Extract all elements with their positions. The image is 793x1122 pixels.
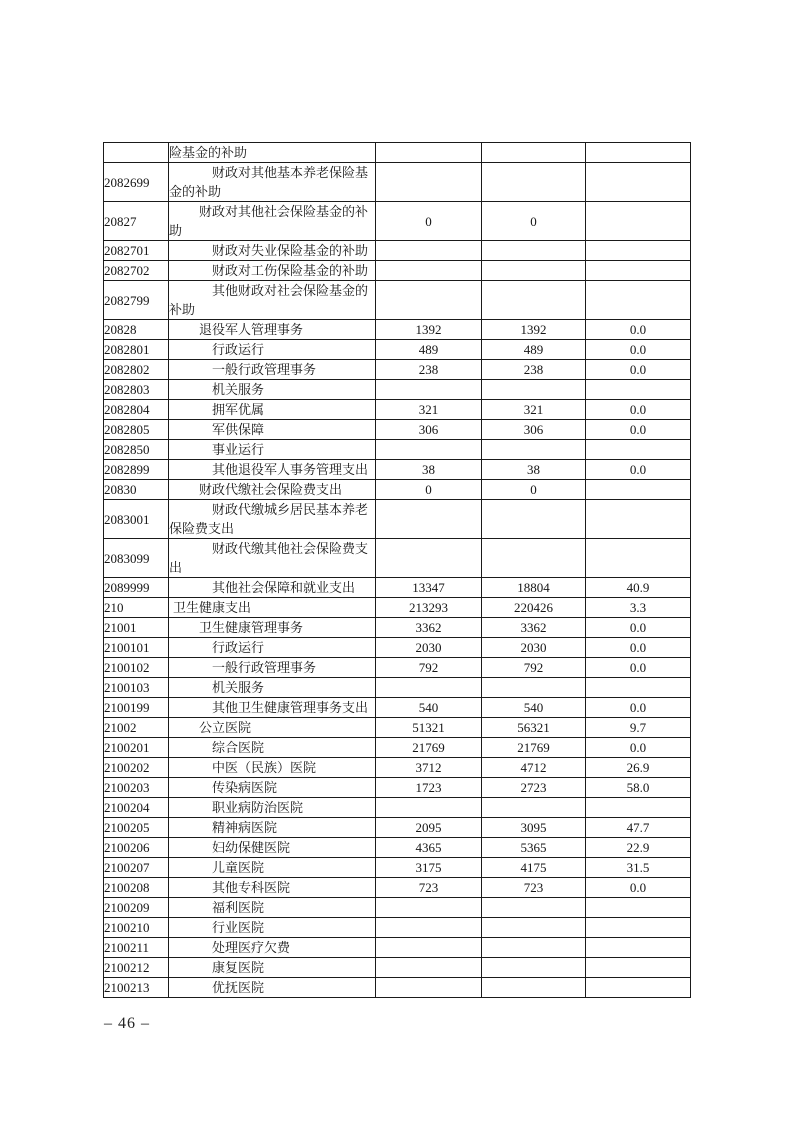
budget-figure-cell: 306 [376,420,482,440]
budget-figure-cell: 2030 [376,638,482,658]
item-name-cell: 军供保障 [169,420,376,440]
item-name-cell: 卫生健康管理事务 [169,618,376,638]
budget-figure-cell: 21769 [376,738,482,758]
adjusted-figure-cell [482,241,586,261]
adjusted-figure-cell [482,678,586,698]
table-row [104,202,691,241]
budget-figure-cell: 51321 [376,718,482,738]
adjusted-figure-cell [482,978,586,998]
code-cell: 2082699 [104,163,169,202]
change-rate-cell [586,978,691,998]
code-cell: 21001 [104,618,169,638]
page-number: – 46 – [104,1015,150,1032]
budget-figure-cell: 13347 [376,578,482,598]
code-cell: 2082805 [104,420,169,440]
adjusted-figure-cell: 4175 [482,858,586,878]
budget-figure-cell [376,958,482,978]
item-name-cell: 行政运行 [169,340,376,360]
code-cell: 2082799 [104,281,169,320]
budget-figure-cell: 0 [376,480,482,500]
adjusted-figure-cell [482,440,586,460]
item-name-cell: 康复医院 [169,958,376,978]
code-cell: 2100103 [104,678,169,698]
adjusted-figure-cell: 321 [482,400,586,420]
table-row [104,778,691,798]
adjusted-figure-cell: 0 [482,480,586,500]
budget-table [103,142,691,998]
budget-figure-cell [376,261,482,281]
code-cell: 2100101 [104,638,169,658]
table-row [104,360,691,380]
table-row [104,539,691,578]
budget-figure-cell [376,678,482,698]
budget-figure-cell [376,143,482,163]
code-cell: 2100213 [104,978,169,998]
code-cell: 2082801 [104,340,169,360]
budget-figure-cell [376,241,482,261]
item-name-cell: 退役军人管理事务 [169,320,376,340]
budget-figure-cell: 0 [376,202,482,241]
table-row [104,440,691,460]
change-rate-cell [586,958,691,978]
table-row [104,400,691,420]
item-name-cell: 财政对工伤保险基金的补助 [169,261,376,281]
change-rate-cell: 0.0 [586,420,691,440]
change-rate-cell: 47.7 [586,818,691,838]
budget-figure-cell: 540 [376,698,482,718]
change-rate-cell [586,480,691,500]
item-name-cell: 妇幼保健医院 [169,838,376,858]
adjusted-figure-cell [482,938,586,958]
code-cell: 2100206 [104,838,169,858]
item-name-cell: 卫生健康支出 [169,598,376,618]
item-name-cell: 中医（民族）医院 [169,758,376,778]
item-name-cell: 财政对其他社会保险基金的补助 [169,202,376,241]
budget-figure-cell: 3712 [376,758,482,778]
table-row [104,420,691,440]
change-rate-cell: 0.0 [586,738,691,758]
code-cell: 2089999 [104,578,169,598]
code-cell: 2100207 [104,858,169,878]
table-row [104,858,691,878]
table-row [104,938,691,958]
budget-figure-cell [376,380,482,400]
budget-figure-cell [376,898,482,918]
budget-figure-cell: 723 [376,878,482,898]
adjusted-figure-cell: 540 [482,698,586,718]
budget-figure-cell [376,978,482,998]
change-rate-cell [586,143,691,163]
item-name-cell: 财政代缴其他社会保险费支出 [169,539,376,578]
item-name-cell: 福利医院 [169,898,376,918]
item-name-cell: 财政代缴城乡居民基本养老保险费支出 [169,500,376,539]
change-rate-cell [586,918,691,938]
table-row [104,798,691,818]
change-rate-cell: 3.3 [586,598,691,618]
adjusted-figure-cell: 2723 [482,778,586,798]
change-rate-cell [586,440,691,460]
item-name-cell: 职业病防治医院 [169,798,376,818]
table-row [104,598,691,618]
change-rate-cell [586,202,691,241]
item-name-cell: 精神病医院 [169,818,376,838]
item-name-cell: 财政代缴社会保险费支出 [169,480,376,500]
adjusted-figure-cell: 5365 [482,838,586,858]
adjusted-figure-cell [482,918,586,938]
change-rate-cell [586,261,691,281]
item-name-cell: 一般行政管理事务 [169,360,376,380]
adjusted-figure-cell: 1392 [482,320,586,340]
budget-figure-cell: 213293 [376,598,482,618]
code-cell: 2100211 [104,938,169,958]
code-cell: 2100208 [104,878,169,898]
adjusted-figure-cell [482,261,586,281]
code-cell: 2100201 [104,738,169,758]
change-rate-cell [586,539,691,578]
code-cell [104,143,169,163]
table-row [104,898,691,918]
table-row [104,143,691,163]
adjusted-figure-cell [482,143,586,163]
change-rate-cell: 0.0 [586,460,691,480]
code-cell: 2082803 [104,380,169,400]
code-cell: 2100205 [104,818,169,838]
change-rate-cell: 58.0 [586,778,691,798]
item-name-cell: 其他退役军人事务管理支出 [169,460,376,480]
change-rate-cell: 0.0 [586,320,691,340]
item-name-cell: 其他专科医院 [169,878,376,898]
budget-figure-cell [376,440,482,460]
code-cell: 2083099 [104,539,169,578]
adjusted-figure-cell: 723 [482,878,586,898]
budget-figure-cell: 1392 [376,320,482,340]
item-name-cell: 公立医院 [169,718,376,738]
budget-figure-cell [376,163,482,202]
table-row [104,818,691,838]
code-cell: 2082802 [104,360,169,380]
table-row [104,678,691,698]
adjusted-figure-cell [482,281,586,320]
change-rate-cell [586,163,691,202]
table-row [104,340,691,360]
change-rate-cell [586,678,691,698]
table-row [104,500,691,539]
code-cell: 2100102 [104,658,169,678]
code-cell: 2100204 [104,798,169,818]
code-cell: 2100212 [104,958,169,978]
table-row [104,460,691,480]
table-row [104,380,691,400]
change-rate-cell [586,938,691,958]
item-name-cell: 儿童医院 [169,858,376,878]
change-rate-cell: 0.0 [586,698,691,718]
change-rate-cell: 22.9 [586,838,691,858]
table-row [104,878,691,898]
change-rate-cell: 0.0 [586,360,691,380]
adjusted-figure-cell: 4712 [482,758,586,778]
code-cell: 2082850 [104,440,169,460]
change-rate-cell: 0.0 [586,400,691,420]
change-rate-cell: 40.9 [586,578,691,598]
adjusted-figure-cell [482,500,586,539]
change-rate-cell [586,241,691,261]
change-rate-cell [586,898,691,918]
code-cell: 2082701 [104,241,169,261]
budget-figure-cell: 321 [376,400,482,420]
budget-figure-cell [376,918,482,938]
change-rate-cell: 9.7 [586,718,691,738]
code-cell: 21002 [104,718,169,738]
budget-figure-cell: 38 [376,460,482,480]
table-row [104,758,691,778]
adjusted-figure-cell [482,958,586,978]
table-row [104,718,691,738]
table-row [104,918,691,938]
adjusted-figure-cell: 0 [482,202,586,241]
code-cell: 2100210 [104,918,169,938]
table-row [104,638,691,658]
adjusted-figure-cell [482,539,586,578]
adjusted-figure-cell: 220426 [482,598,586,618]
adjusted-figure-cell [482,798,586,818]
adjusted-figure-cell: 792 [482,658,586,678]
change-rate-cell [586,380,691,400]
item-name-cell: 综合医院 [169,738,376,758]
item-name-cell: 险基金的补助 [169,143,376,163]
change-rate-cell: 0.0 [586,618,691,638]
item-name-cell: 机关服务 [169,380,376,400]
adjusted-figure-cell: 238 [482,360,586,380]
adjusted-figure-cell: 489 [482,340,586,360]
code-cell: 20827 [104,202,169,241]
budget-figure-cell: 1723 [376,778,482,798]
table-row [104,163,691,202]
budget-figure-cell: 3175 [376,858,482,878]
code-cell: 2100209 [104,898,169,918]
budget-figure-cell [376,798,482,818]
adjusted-figure-cell: 2030 [482,638,586,658]
adjusted-figure-cell: 18804 [482,578,586,598]
item-name-cell: 财政对失业保险基金的补助 [169,241,376,261]
code-cell: 2082804 [104,400,169,420]
adjusted-figure-cell: 3362 [482,618,586,638]
item-name-cell: 优抚医院 [169,978,376,998]
budget-figure-cell: 792 [376,658,482,678]
code-cell: 2100202 [104,758,169,778]
adjusted-figure-cell: 3095 [482,818,586,838]
adjusted-figure-cell: 21769 [482,738,586,758]
change-rate-cell: 0.0 [586,658,691,678]
adjusted-figure-cell [482,898,586,918]
table-row [104,281,691,320]
table-row [104,480,691,500]
item-name-cell: 机关服务 [169,678,376,698]
code-cell: 2083001 [104,500,169,539]
item-name-cell: 一般行政管理事务 [169,658,376,678]
budget-figure-cell [376,539,482,578]
table-row [104,838,691,858]
adjusted-figure-cell [482,380,586,400]
code-cell: 210 [104,598,169,618]
change-rate-cell: 0.0 [586,340,691,360]
budget-figure-cell: 4365 [376,838,482,858]
table-row [104,698,691,718]
code-cell: 20828 [104,320,169,340]
budget-figure-cell [376,938,482,958]
item-name-cell: 其他卫生健康管理事务支出 [169,698,376,718]
budget-figure-cell [376,281,482,320]
change-rate-cell [586,281,691,320]
code-cell: 2100203 [104,778,169,798]
code-cell: 2082899 [104,460,169,480]
table-row [104,958,691,978]
code-cell: 20830 [104,480,169,500]
table-row [104,978,691,998]
item-name-cell: 处理医疗欠费 [169,938,376,958]
change-rate-cell: 0.0 [586,638,691,658]
item-name-cell: 财政对其他基本养老保险基金的补助 [169,163,376,202]
adjusted-figure-cell: 56321 [482,718,586,738]
change-rate-cell: 0.0 [586,878,691,898]
item-name-cell: 拥军优属 [169,400,376,420]
code-cell: 2100199 [104,698,169,718]
table-row [104,738,691,758]
budget-table-body [104,143,691,998]
budget-figure-cell: 238 [376,360,482,380]
change-rate-cell: 26.9 [586,758,691,778]
item-name-cell: 事业运行 [169,440,376,460]
budget-figure-cell: 2095 [376,818,482,838]
table-row [104,241,691,261]
change-rate-cell: 31.5 [586,858,691,878]
item-name-cell: 传染病医院 [169,778,376,798]
table-row [104,618,691,638]
item-name-cell: 行业医院 [169,918,376,938]
item-name-cell: 其他财政对社会保险基金的补助 [169,281,376,320]
adjusted-figure-cell: 306 [482,420,586,440]
budget-figure-cell [376,500,482,539]
budget-figure-cell: 3362 [376,618,482,638]
table-row [104,261,691,281]
table-row [104,658,691,678]
table-row [104,320,691,340]
item-name-cell: 行政运行 [169,638,376,658]
change-rate-cell [586,500,691,539]
change-rate-cell [586,798,691,818]
item-name-cell: 其他社会保障和就业支出 [169,578,376,598]
adjusted-figure-cell: 38 [482,460,586,480]
budget-figure-cell: 489 [376,340,482,360]
table-row [104,578,691,598]
adjusted-figure-cell [482,163,586,202]
code-cell: 2082702 [104,261,169,281]
